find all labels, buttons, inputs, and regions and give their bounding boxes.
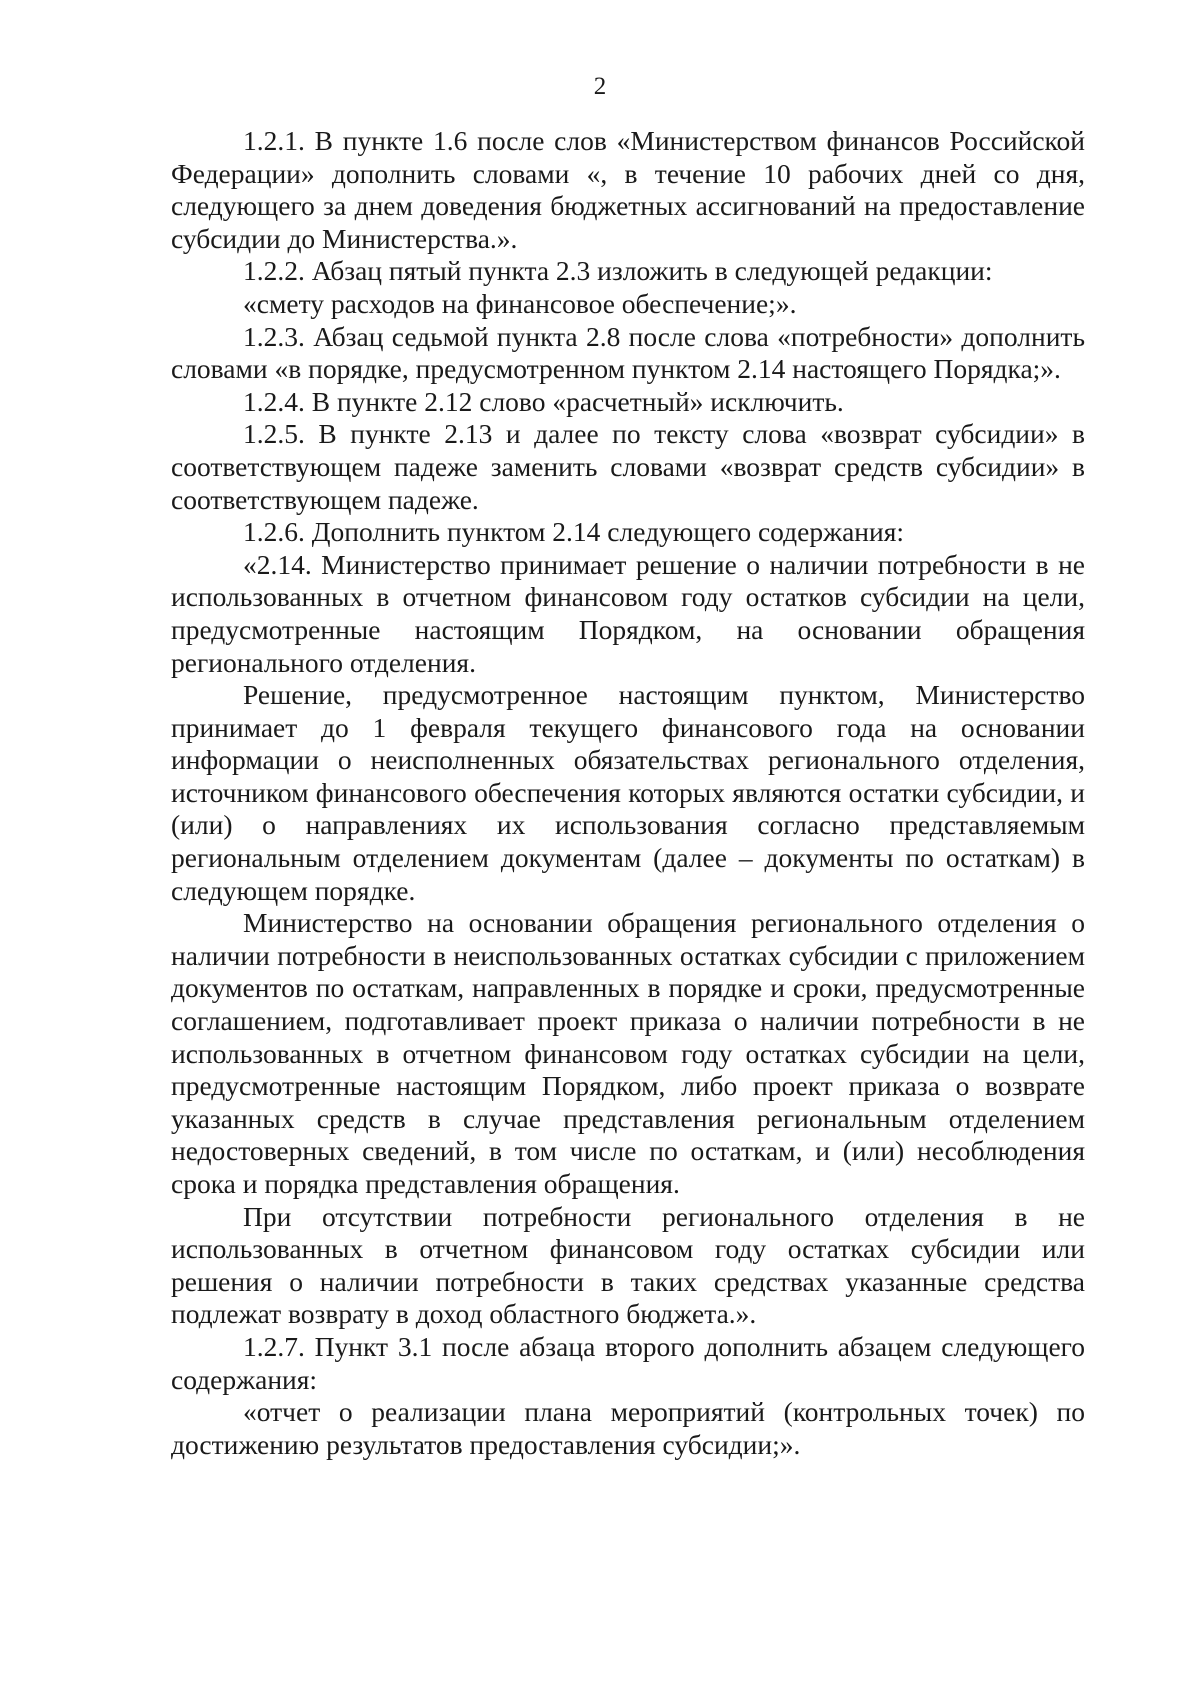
paragraph-2-14-no-need: При отсутствии потребности регионального отделения в не использованных в отчетном финансовом году остатках субсидии или решения о наличии потребности в таких средствах указанные средства подлежат возврату в доход областного бюджета.». bbox=[171, 1200, 1085, 1330]
paragraph-2-14-procedure: Министерство на основании обращения регионального отделения о наличии потребности в неиспользованных остатках субсидии с приложением документов по остаткам, направленных в порядке и сроки, предусмотренные соглашением, подготавливает проект приказа о наличии потребности в не использованных в отчетном финансовом году остатках субсидии на цели, предусмотренные настоящим Порядком, либо проект приказа о возврате указанных средств в случае представления региональным отделением недостоверных сведений, в том числе по остаткам, и (или) несоблюдения срока и порядка представления обращения. bbox=[171, 907, 1085, 1199]
page-number: 2 bbox=[593, 73, 607, 100]
document-body bbox=[171, 125, 1085, 1461]
paragraph-1-2-7: 1.2.7. Пункт 3.1 после абзаца второго дополнить абзацем следующего содержания: bbox=[171, 1330, 1085, 1395]
paragraph-1-2-3: 1.2.3. Абзац седьмой пункта 2.8 после слова «потребности» дополнить словами «в порядке, предусмотренном пунктом 2.14 настоящего Порядка;». bbox=[171, 320, 1085, 385]
paragraph-1-2-1: 1.2.1. В пункте 1.6 после слов «Министерством финансов Российской Федерации» дополнить словами «, в течение 10 рабочих дней со дня, следующего за днем доведения бюджетных ассигнований на предоставление субсидии до Министерства.». bbox=[171, 125, 1085, 254]
paragraph-2-14: «2.14. Министерство принимает решение о наличии потребности в не использованных в отчетном финансовом году остатков субсидии на цели, предусмотренные настоящим Порядком, на основании обращения регионального отделения. bbox=[171, 548, 1085, 678]
paragraph-1-2-6: 1.2.6. Дополнить пунктом 2.14 следующего содержания: bbox=[243, 516, 904, 548]
paragraph-1-2-2: 1.2.2. Абзац пятый пункта 2.3 изложить в следующей редакции: bbox=[243, 255, 993, 287]
paragraph-1-2-5: 1.2.5. В пункте 2.13 и далее по тексту слова «возврат субсидии» в соответствующем падеже заменить словами «возврат средств субсидии» в соответствующем падеже. bbox=[171, 418, 1085, 515]
paragraph-1-2-4: 1.2.4. В пункте 2.12 слово «расчетный» исключить. bbox=[243, 385, 844, 417]
paragraph-2-14-decision: Решение, предусмотренное настоящим пунктом, Министерство принимает до 1 февраля текущего финансового года на основании информации о неисполненных обязательствах регионального отделения, источником финансового обеспечения которых являются остатки субсидии, и (или) о направлениях их использования согласно представляемым региональным отделением документам (далее – документы по остаткам) в следующем порядке. bbox=[171, 679, 1085, 906]
paragraph-1-2-7-quote: «отчет о реализации плана мероприятий (контрольных точек) по достижению результатов предоставления субсидии;». bbox=[171, 1396, 1085, 1460]
paragraph-1-2-2-quote: «смету расходов на финансовое обеспечение;». bbox=[243, 287, 797, 319]
